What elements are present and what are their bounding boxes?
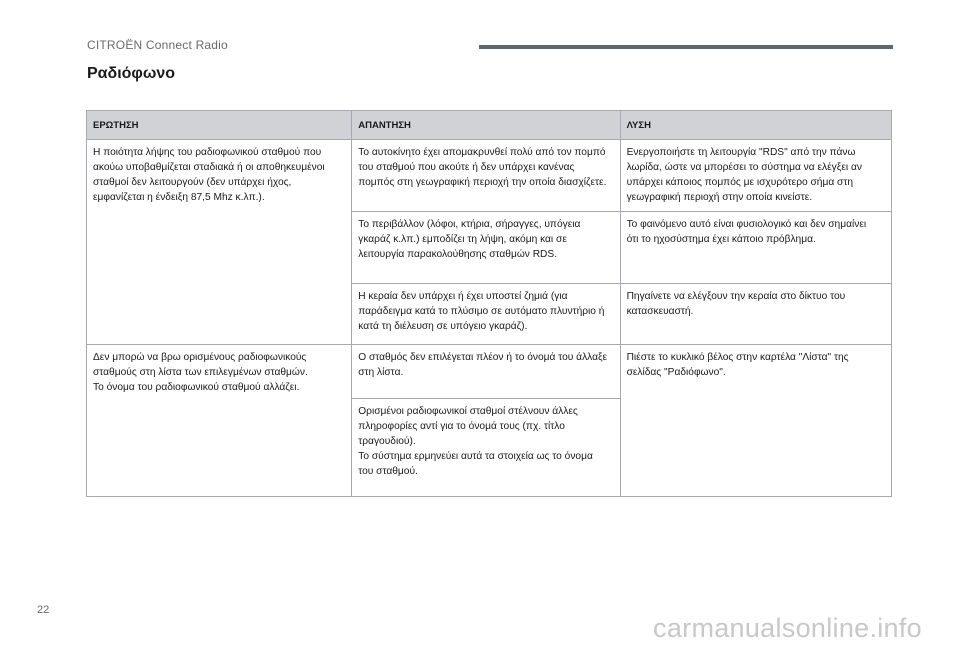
answer-cell: Ο σταθμός δεν επιλέγεται πλέον ή το όνομά του άλλαξε στη λίστα. <box>352 345 620 399</box>
question-cell: Δεν μπορώ να βρω ορισμένους ραδιοφωνικούς σταθμούς στη λίστα των επιλεγμένων σταθμών. Το όνομα του ραδιοφωνικού σταθμού αλλάζει. <box>87 345 352 497</box>
answer-cell: Η κεραία δεν υπάρχει ή έχει υποστεί ζημιά (για παράδειγμα κατά το πλύσιμο σε αυτόματο πλυντήριο ή κατά τη διέλευση σε υπόγειο γκαράζ). <box>352 284 620 345</box>
section-title: Ραδιόφωνο <box>87 65 176 82</box>
answer-cell: Ορισμένοι ραδιοφωνικοί σταθμοί στέλνουν άλλες πληροφορίες αντί για το όνομά τους (πχ. τίτλο τραγουδιού). Το σύστημα ερμηνεύει αυτά τα στοιχεία ως το όνομα του σταθμού. <box>352 399 620 497</box>
watermark-text: carmanualsonline.info <box>653 613 922 643</box>
faq-table <box>86 110 892 497</box>
solution-cell: Ενεργοποιήστε τη λειτουργία "RDS" από την πάνω λωρίδα, ώστε να μπορέσει το σύστημα να ελέγξει αν υπάρχει κάποιος πομπός με ισχυρότερο σήμα στη γεωγραφική περιοχή στην οποία κινείστε. <box>620 140 891 212</box>
table-header-row <box>87 111 892 140</box>
page-number: 22 <box>37 604 50 616</box>
brand-label: CITROËN Connect Radio <box>87 38 228 52</box>
column-header-solution: ΛΥΣΗ <box>620 111 891 140</box>
solution-cell: Πηγαίνετε να ελέγξουν την κεραία στο δίκτυο του κατασκευαστή. <box>620 284 891 345</box>
answer-cell: Το περιβάλλον (λόφοι, κτήρια, σήραγγες, υπόγεια γκαράζ κ.λπ.) εμποδίζει τη λήψη, ακόμη και σε λειτουργία παρακολούθησης σταθμών RDS. <box>352 212 620 284</box>
question-cell: Η ποιότητα λήψης του ραδιοφωνικού σταθμού που ακούω υποβαθμίζεται σταδιακά ή οι αποθηκευμένοι σταθμοί δεν λειτουργούν (δεν υπάρχει ήχος, εμφανίζεται η ένδειξη 87,5 Mhz κ.λπ.). <box>87 140 352 345</box>
solution-cell: Πιέστε το κυκλικό βέλος στην καρτέλα "Λίστα" της σελίδας "Ραδιόφωνο". <box>620 345 891 497</box>
header-divider <box>479 45 893 49</box>
table-row <box>87 140 892 212</box>
column-header-answer: ΑΠΑΝΤΗΣΗ <box>352 111 620 140</box>
solution-cell: Το φαινόμενο αυτό είναι φυσιολογικό και δεν σημαίνει ότι το ηχοσύστημα έχει κάποιο πρόβλημα. <box>620 212 891 284</box>
column-header-question: ΕΡΩΤΗΣΗ <box>87 111 352 140</box>
answer-cell: Το αυτοκίνητο έχει απομακρυνθεί πολύ από τον πομπό του σταθμού που ακούτε ή δεν υπάρχει κανένας πομπός στη γεωγραφική περιοχή την οποία διασχίζετε. <box>352 140 620 212</box>
table-row <box>87 345 892 399</box>
